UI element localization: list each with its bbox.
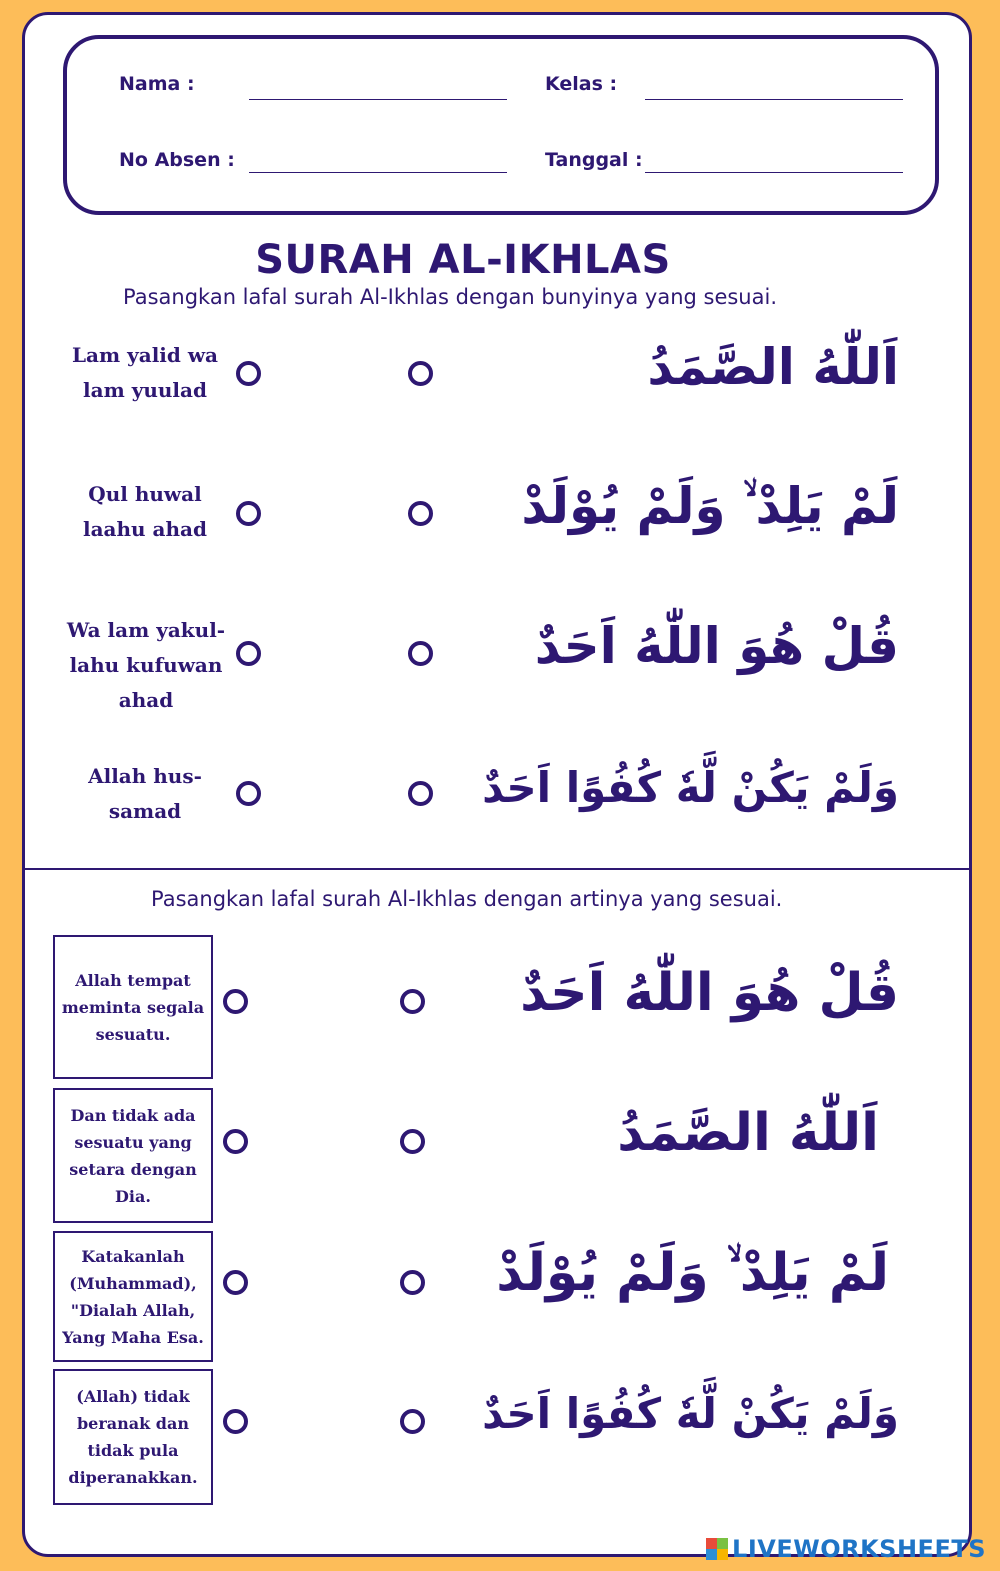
meaning-text-3: Katakanlah (Muhammad), "Dialah Allah, Yang Maha Esa.	[62, 1246, 204, 1347]
meaning-box-3	[53, 1231, 213, 1362]
meaning-text-1: Allah tempat meminta segala sesuatu.	[61, 970, 205, 1044]
match-dot-left-8[interactable]	[223, 1409, 248, 1434]
match-dot-right-4[interactable]	[408, 781, 433, 806]
nama-label: Nama :	[119, 73, 195, 95]
latin-item-2: Qul huwal laahu ahad	[82, 482, 207, 541]
meaning-box-2	[53, 1088, 213, 1223]
page-title: SURAH AL-IKHLAS	[255, 237, 671, 283]
latin-item-3: Wa lam yakul-lahu kufuwan ahad	[66, 618, 226, 712]
match-dot-left-1[interactable]	[236, 361, 261, 386]
meaning-text-2: Dan tidak ada sesuatu yang setara dengan Dia.	[69, 1105, 197, 1206]
latin-item-1: Lam yalid wa lam yuulad	[71, 343, 219, 402]
meaning-box-4	[53, 1369, 213, 1505]
match-dot-left-3[interactable]	[236, 641, 261, 666]
match-dot-right-1[interactable]	[408, 361, 433, 386]
match-dot-left-6[interactable]	[223, 1129, 248, 1154]
match-dot-right-3[interactable]	[408, 641, 433, 666]
arabic-verse-5: قُلْ هُوَ اللّٰهُ اَحَدٌ	[520, 963, 899, 1023]
arabic-verse-4: وَلَمْ يَكُنْ لَّهٗ كُفُوًا اَحَدٌ	[482, 763, 899, 812]
brand-logo	[706, 1535, 986, 1563]
student-info-box	[63, 35, 939, 215]
absen-label: No Absen :	[119, 149, 235, 171]
section1-instruction: Pasangkan lafal surah Al-Ikhlas dengan bunyinya yang sesuai.	[123, 285, 777, 309]
tanggal-label: Tanggal :	[545, 149, 643, 171]
arabic-verse-2: لَمْ يَلِدْ ۙ وَلَمْ يُوْلَدْ	[521, 477, 899, 535]
arabic-verse-3: قُلْ هُوَ اللّٰهُ اَحَدٌ	[534, 617, 899, 675]
brand-name: LIVEWORKSHEETS	[732, 1535, 986, 1563]
kelas-label: Kelas :	[545, 73, 618, 95]
arabic-verse-8: وَلَمْ يَكُنْ لَّهٗ كُفُوًا اَحَدٌ	[482, 1389, 899, 1438]
arabic-verse-7: لَمْ يَلِدْ ۙ وَلَمْ يُوْلَدْ	[496, 1243, 889, 1303]
meaning-box-1	[53, 935, 213, 1079]
latin-item-4: Allah hus-samad	[88, 764, 202, 823]
tanggal-field[interactable]	[645, 172, 903, 173]
absen-field[interactable]	[249, 172, 507, 173]
match-dot-right-7[interactable]	[400, 1270, 425, 1295]
match-dot-right-5[interactable]	[400, 989, 425, 1014]
arabic-verse-1: اَللّٰهُ الصَّمَدُ	[647, 338, 899, 396]
match-dot-left-4[interactable]	[236, 781, 261, 806]
liveworksheets-icon	[706, 1538, 728, 1560]
kelas-field[interactable]	[645, 99, 903, 100]
match-dot-left-2[interactable]	[236, 501, 261, 526]
match-dot-right-6[interactable]	[400, 1129, 425, 1154]
match-dot-left-5[interactable]	[223, 989, 248, 1014]
match-dot-right-8[interactable]	[400, 1409, 425, 1434]
section2-instruction: Pasangkan lafal surah Al-Ikhlas dengan artinya yang sesuai.	[151, 887, 783, 911]
worksheet	[22, 12, 972, 1557]
match-dot-left-7[interactable]	[223, 1270, 248, 1295]
meaning-text-4: (Allah) tidak beranak dan tidak pula diperanakkan.	[68, 1387, 198, 1487]
nama-field[interactable]	[249, 99, 507, 100]
section-divider	[25, 868, 969, 870]
match-dot-right-2[interactable]	[408, 501, 433, 526]
arabic-verse-6: اَللّٰهُ الصَّمَدُ	[617, 1103, 879, 1163]
